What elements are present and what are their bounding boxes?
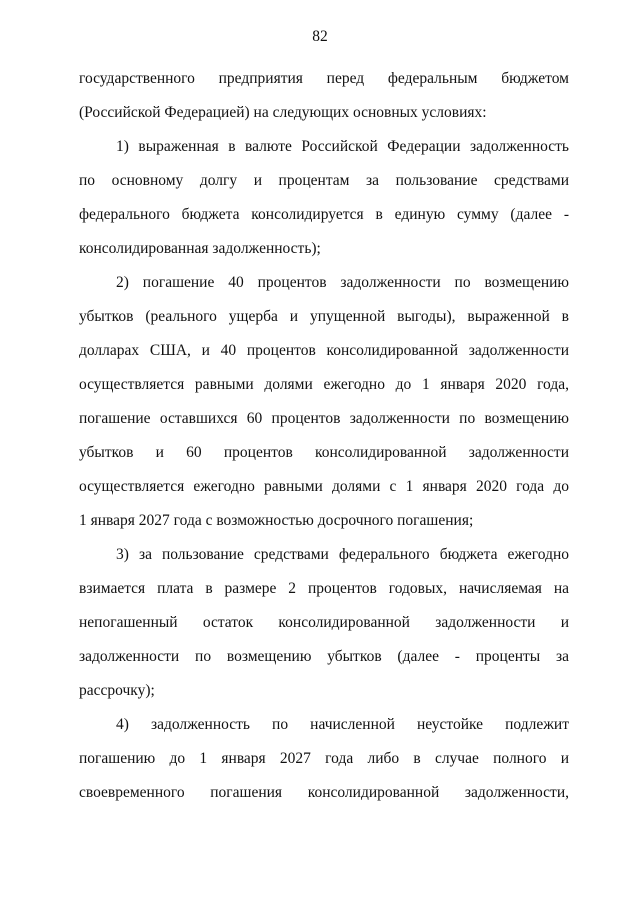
text-line: своевременного погашения консолидированной задолженности, (79, 784, 569, 801)
paragraph-item-4 (79, 708, 569, 810)
page-number: 82 (312, 28, 328, 45)
text-line: (Российской Федерацией) на следующих основных условиях: (79, 104, 487, 121)
text-line: убытков (реального ущерба и упущенной выгоды), выраженной в (79, 308, 569, 325)
text-line: погашению до 1 января 2027 года либо в случае полного и (79, 750, 569, 767)
text-line: погашение оставшихся 60 процентов задолженности по возмещению (79, 410, 569, 427)
paragraph-item-1 (79, 130, 569, 266)
text-line: 1 января 2027 года с возможностью досрочного погашения; (79, 512, 474, 529)
text-line: 2) погашение 40 процентов задолженности по возмещению (116, 274, 569, 291)
paragraph-intro (79, 62, 569, 130)
text-line: осуществляется ежегодно равными долями с 1 января 2020 года до (79, 478, 569, 495)
text-line: задолженности по возмещению убытков (далее - проценты за (79, 648, 569, 665)
text-line: 3) за пользование средствами федерального бюджета ежегодно (116, 546, 569, 563)
paragraph-item-2 (79, 266, 569, 538)
text-line: по основному долгу и процентам за пользование средствами (79, 172, 569, 189)
text-line: федерального бюджета консолидируется в единую сумму (далее - (79, 206, 569, 223)
paragraph-item-3 (79, 538, 569, 708)
text-line: 1) выраженная в валюте Российской Федерации задолженность (116, 138, 569, 155)
text-line: осуществляется равными долями ежегодно до 1 января 2020 года, (79, 376, 569, 393)
text-line: государственного предприятия перед федеральным бюджетом (79, 70, 569, 87)
text-line: рассрочку); (79, 682, 155, 699)
text-line: 4) задолженность по начисленной неустойке подлежит (116, 716, 569, 733)
text-line: убытков и 60 процентов консолидированной задолженности (79, 444, 569, 461)
text-line: непогашенный остаток консолидированной задолженности и (79, 614, 569, 631)
text-line: долларах США, и 40 процентов консолидированной задолженности (79, 342, 569, 359)
text-line: взимается плата в размере 2 процентов годовых, начисляемая на (79, 580, 569, 597)
text-line: консолидированная задолженность); (79, 240, 321, 257)
document-body (79, 62, 569, 810)
